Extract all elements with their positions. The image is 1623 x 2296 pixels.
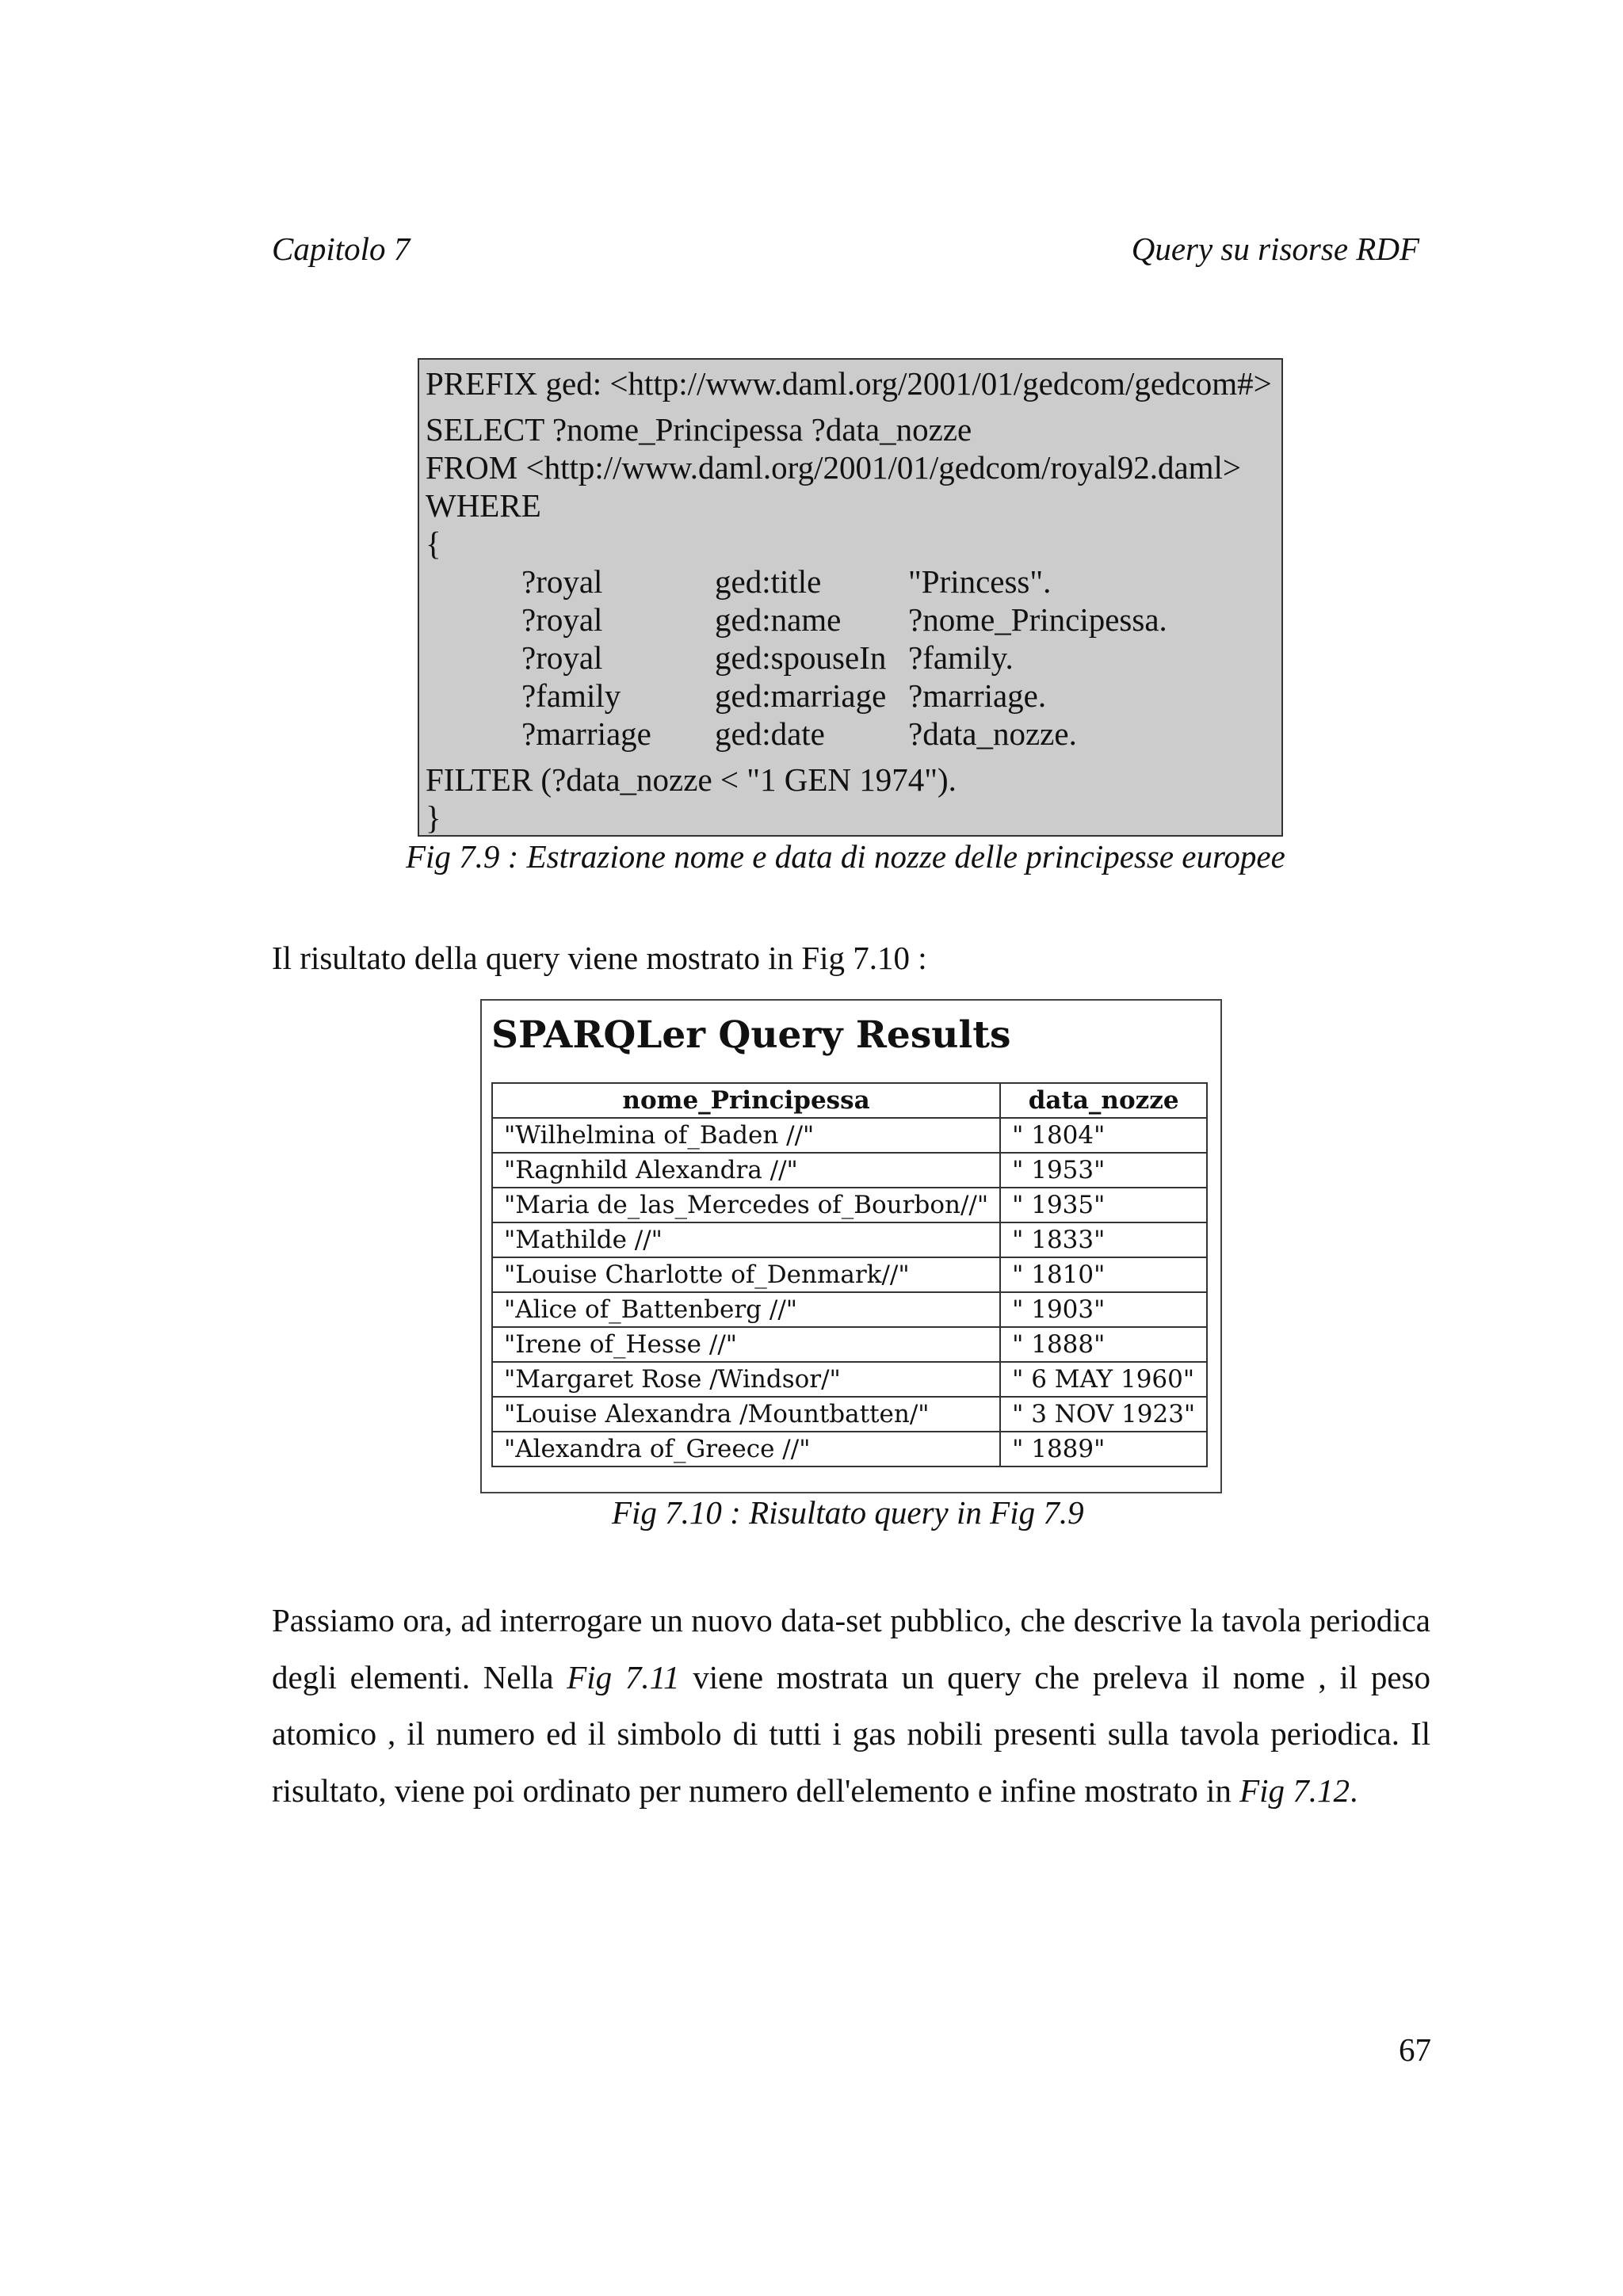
code-indent — [426, 601, 521, 639]
cell-data-nozze: " 6 MAY 1960" — [1000, 1362, 1207, 1397]
code-prefix: PREFIX ged: <http://www.daml.org/2001/01/gedcom/gedcom#> — [426, 365, 1272, 402]
code-from: FROM <http://www.daml.org/2001/01/gedcom/royal92.daml> — [426, 449, 1242, 486]
cell-nome-principessa: "Alice of_Battenberg //" — [492, 1292, 1000, 1327]
page-number: 67 — [1399, 2031, 1431, 2068]
code-triples — [426, 563, 1275, 753]
cell-data-nozze: " 1935" — [1000, 1188, 1207, 1222]
results-body — [492, 1118, 1207, 1466]
table-row — [492, 1327, 1207, 1362]
cell-nome-principessa: "Louise Charlotte of_Denmark//" — [492, 1257, 1000, 1292]
column-header-nome: nome_Principessa — [492, 1083, 1000, 1118]
cell-nome-principessa: "Louise Alexandra /Mountbatten/" — [492, 1397, 1000, 1432]
paragraph-text-3: . — [1350, 1772, 1358, 1809]
triple-predicate: ged:name — [715, 601, 842, 638]
intro-sentence: Il risultato della query viene mostrato in Fig 7.10 : — [272, 940, 927, 976]
table-header-row — [492, 1083, 1207, 1118]
paragraph-text-2: viene mostrata un query che preleva il nome , il peso atomico , il numero ed il simbolo di tutti i gas nobili presenti sulla tavola periodica. Il risultato, viene poi ordinato per numero dell'elemento e infine mostrato in — [272, 1658, 1430, 1809]
figure-ref-7-12: Fig 7.12 — [1239, 1772, 1350, 1809]
results-title: SPARQLer Query Results — [491, 1013, 1011, 1057]
cell-nome-principessa: "Ragnhild Alexandra //" — [492, 1153, 1000, 1188]
triple-subject: ?family — [521, 677, 621, 714]
column-header-data: data_nozze — [1000, 1083, 1207, 1118]
cell-data-nozze: " 1903" — [1000, 1292, 1207, 1327]
table-row — [492, 1397, 1207, 1432]
cell-nome-principessa: "Margaret Rose /Windsor/" — [492, 1362, 1000, 1397]
code-open-brace: { — [426, 525, 441, 562]
triple-predicate: ged:spouseIn — [715, 639, 887, 676]
figure-caption-7-9: Fig 7.9 : Estrazione nome e data di nozze delle principesse europee — [406, 838, 1285, 875]
table-row — [492, 1153, 1207, 1188]
triple-object: ?family. — [908, 639, 1014, 676]
table-row — [492, 1362, 1207, 1397]
sparql-code-box — [418, 358, 1283, 837]
cell-nome-principessa: "Wilhelmina of_Baden //" — [492, 1118, 1000, 1153]
triple-predicate: ged:marriage — [715, 677, 887, 714]
code-indent — [426, 677, 521, 715]
triple-subject: ?royal — [521, 601, 603, 638]
code-indent — [426, 639, 521, 677]
cell-nome-principessa: "Alexandra of_Greece //" — [492, 1432, 1000, 1466]
cell-data-nozze: " 3 NOV 1923" — [1000, 1397, 1207, 1432]
triple-subject: ?royal — [521, 563, 603, 600]
code-triple-row — [426, 563, 1275, 601]
triple-predicate: ged:date — [715, 715, 825, 752]
code-triple-row — [426, 677, 1275, 715]
triple-predicate: ged:title — [715, 563, 822, 600]
cell-data-nozze: " 1888" — [1000, 1327, 1207, 1362]
results-table — [491, 1082, 1208, 1467]
code-triple-row — [426, 601, 1275, 639]
triple-object: ?data_nozze. — [908, 715, 1077, 752]
figure-ref-7-11: Fig 7.11 — [567, 1658, 680, 1695]
triple-subject: ?royal — [521, 639, 603, 676]
running-header-title: Query su risorse RDF — [1131, 231, 1419, 267]
code-triple-row — [426, 715, 1275, 753]
table-row — [492, 1118, 1207, 1153]
cell-data-nozze: " 1810" — [1000, 1257, 1207, 1292]
figure-caption-7-10: Fig 7.10 : Risultato query in Fig 7.9 — [612, 1494, 1084, 1531]
triple-object: ?marriage. — [908, 677, 1047, 714]
results-figure — [480, 999, 1222, 1493]
cell-nome-principessa: "Irene of_Hesse //" — [492, 1327, 1000, 1362]
cell-data-nozze: " 1953" — [1000, 1153, 1207, 1188]
cell-nome-principessa: "Maria de_las_Mercedes of_Bourbon//" — [492, 1188, 1000, 1222]
running-header-chapter: Capitolo 7 — [272, 231, 411, 267]
code-triple-row — [426, 639, 1275, 677]
body-paragraph — [272, 1592, 1430, 1819]
table-row — [492, 1188, 1207, 1222]
table-row — [492, 1257, 1207, 1292]
cell-data-nozze: " 1889" — [1000, 1432, 1207, 1466]
triple-object: "Princess". — [908, 563, 1052, 600]
table-row — [492, 1292, 1207, 1327]
cell-nome-principessa: "Mathilde //" — [492, 1222, 1000, 1257]
cell-data-nozze: " 1804" — [1000, 1118, 1207, 1153]
table-row — [492, 1432, 1207, 1466]
code-close-brace: } — [426, 799, 441, 836]
triple-object: ?nome_Principessa. — [908, 601, 1167, 638]
code-indent — [426, 563, 521, 601]
code-select: SELECT ?nome_Principessa ?data_nozze — [426, 411, 972, 448]
paragraph-text-1: Passiamo ora, ad interrogare un nuovo data-set pubblico, che descrive la tavola periodica degli elementi. Nella — [272, 1602, 1430, 1695]
code-filter: FILTER (?data_nozze < "1 GEN 1974"). — [426, 761, 957, 798]
table-row — [492, 1222, 1207, 1257]
triple-subject: ?marriage — [521, 715, 651, 752]
code-where: WHERE — [426, 487, 541, 524]
code-indent — [426, 715, 521, 753]
cell-data-nozze: " 1833" — [1000, 1222, 1207, 1257]
